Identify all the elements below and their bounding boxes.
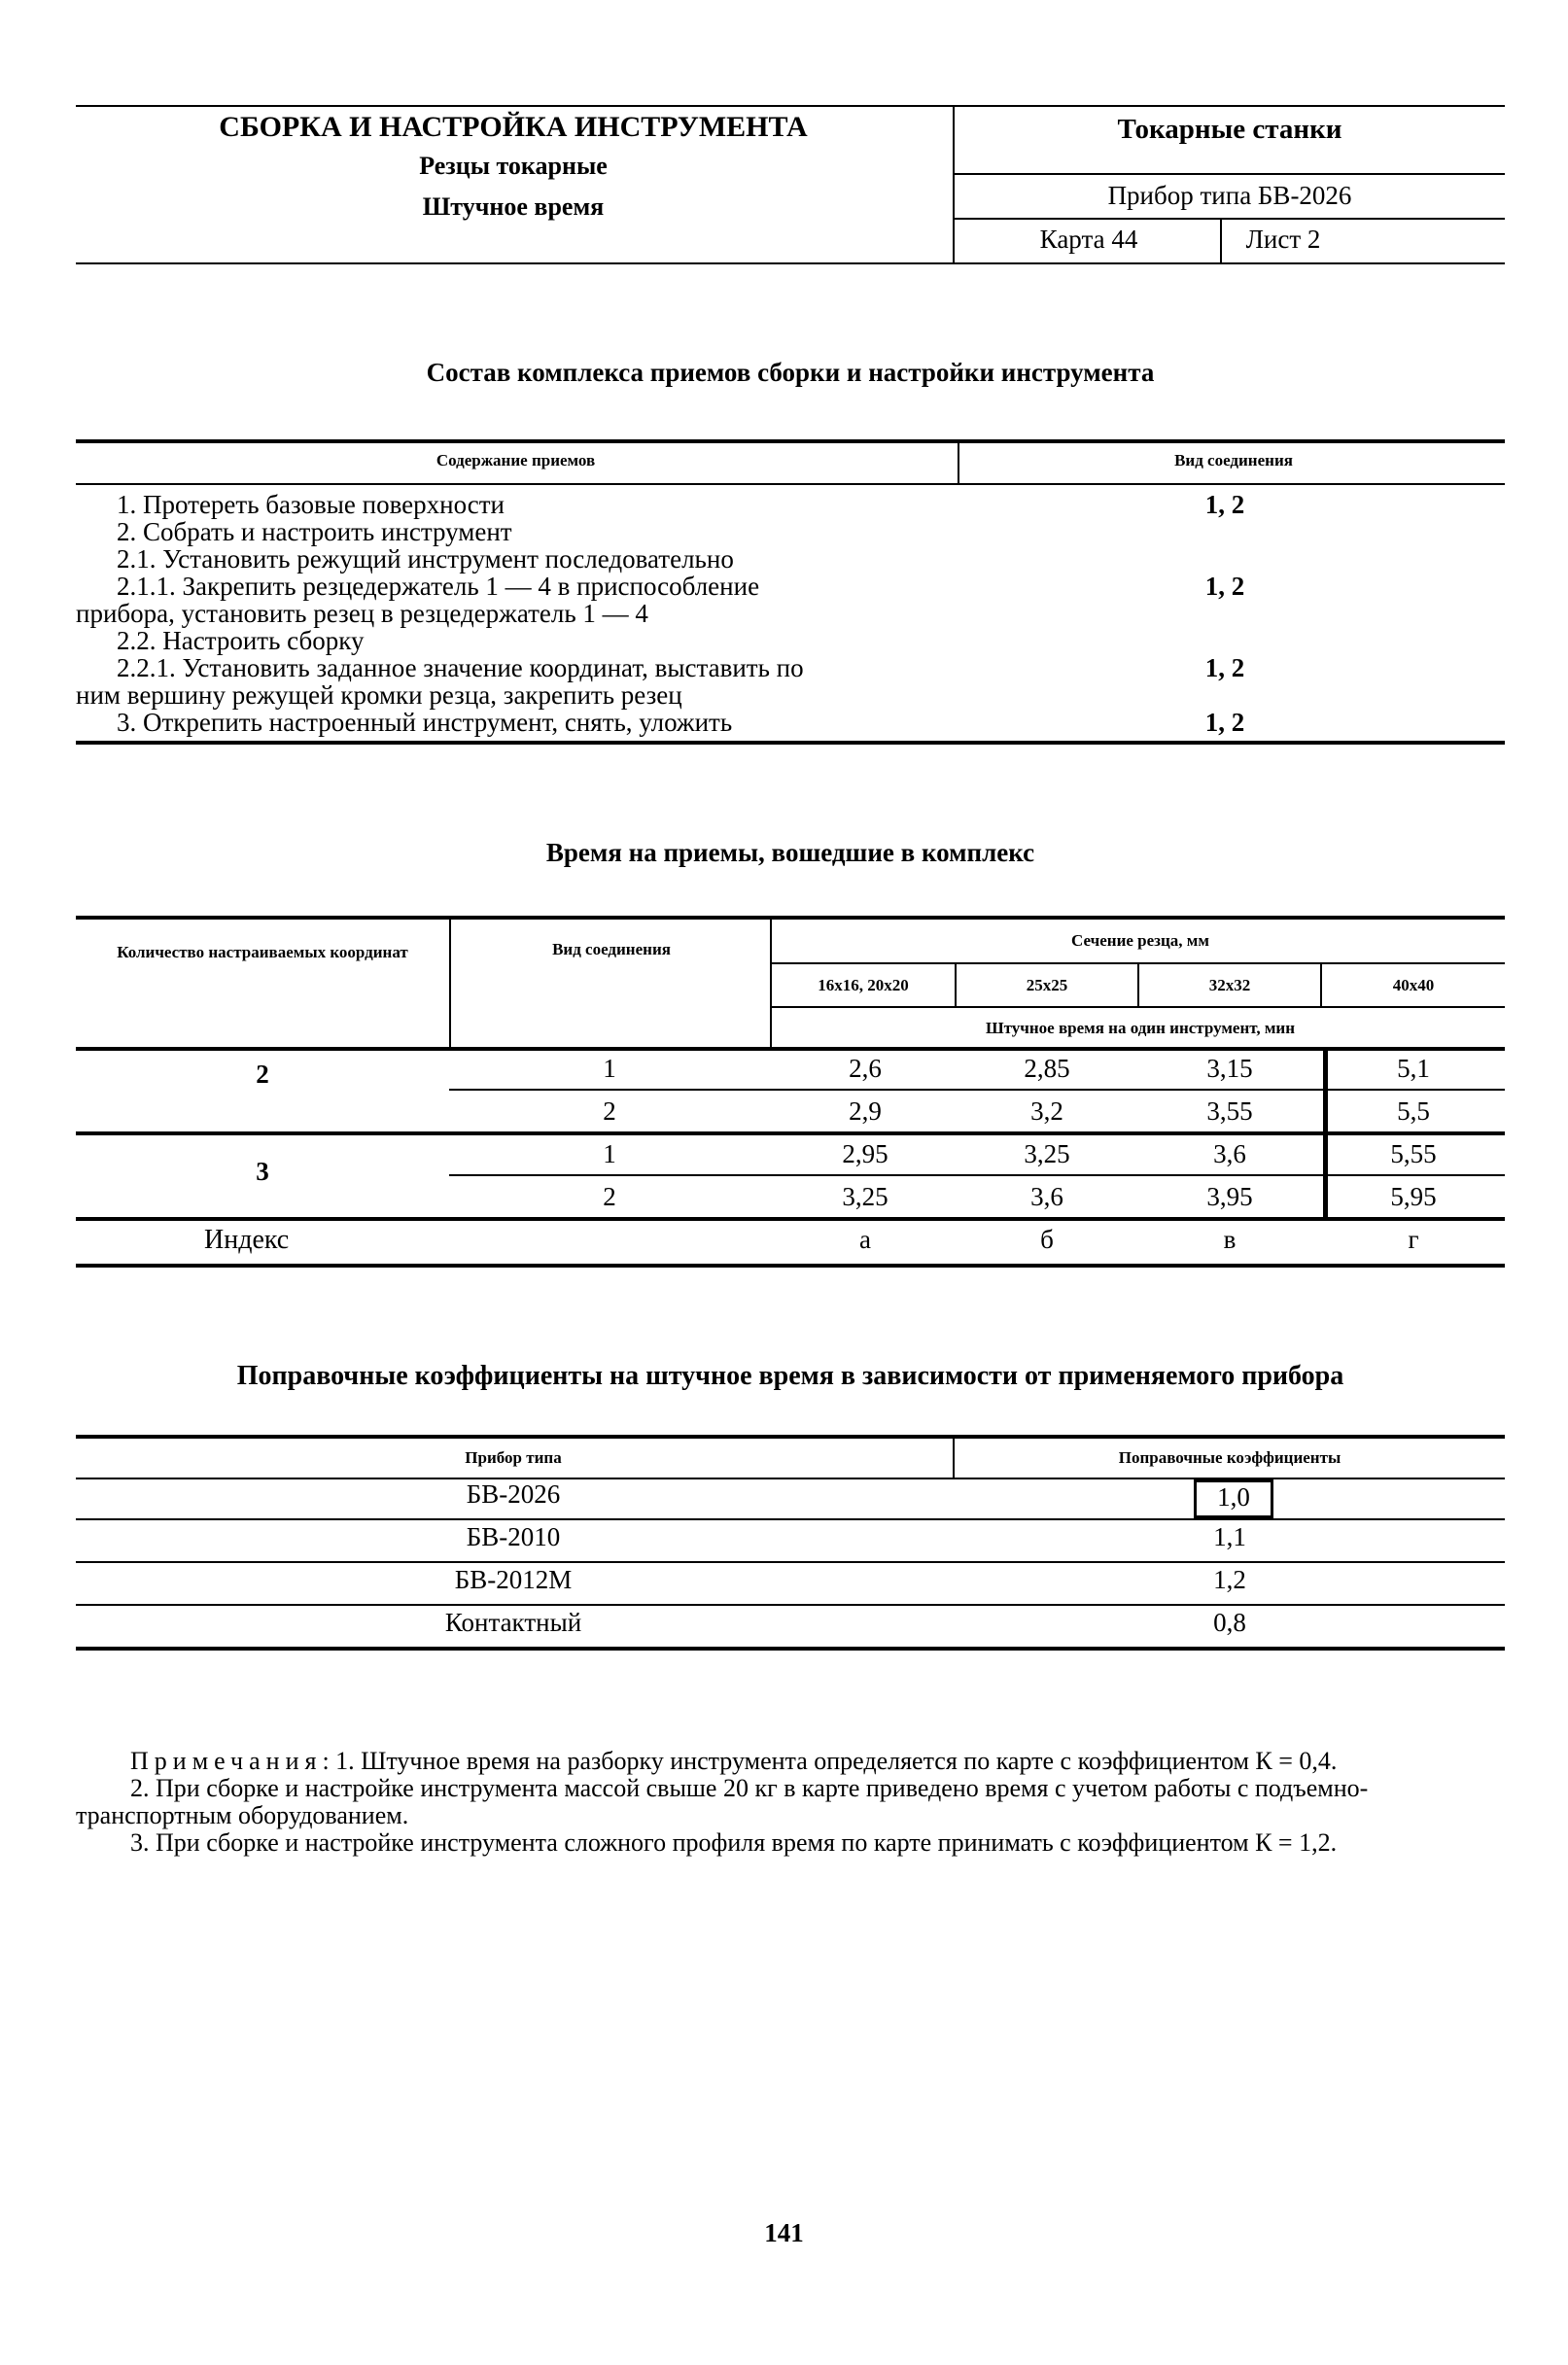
note-2: 2. При сборке и настройке инструмента массой свыше 20 кг в карте приведено время с учетом работы с подъемно-транспортным оборудованием. — [76, 1774, 1369, 1829]
header-card-divider — [1220, 218, 1222, 264]
header-top-rule — [76, 105, 1505, 107]
t2-size-1: 16x16, 20x20 — [818, 976, 909, 994]
t2-index: г — [1408, 1225, 1419, 1254]
t2-cell: 2,6 — [849, 1054, 882, 1083]
t1-col-content: Содержание приемов — [436, 451, 596, 470]
t2-col-coords: Количество настраиваемых координат — [117, 943, 408, 961]
header-rule-2 — [953, 218, 1505, 220]
notes — [76, 1748, 1505, 1857]
t2-cell: 5,95 — [1390, 1182, 1437, 1211]
t1-row-8: ним вершину режущей кромки резца, закрепить резец — [76, 680, 682, 710]
t3-device: БВ-2026 — [466, 1479, 561, 1509]
t2-size-2: 25x25 — [1026, 976, 1068, 994]
t1-row-7: 2.2.1. Установить заданное значение координат, выставить по — [117, 653, 804, 682]
t3-top-rule — [76, 1435, 1505, 1439]
t2-data-bottom-rule — [76, 1217, 1505, 1221]
t3-row-rule — [76, 1561, 1505, 1563]
t2-cell: 5,1 — [1397, 1054, 1430, 1083]
t1-row-1: 1. Протереть базовые поверхности — [117, 490, 505, 519]
header-machine: Токарные станки — [1117, 114, 1342, 145]
t3-col-device: Прибор типа — [465, 1448, 562, 1467]
note-3: 3. При сборке и настройке инструмента сложного профиля время по карте принимать с коэффициентом К = 1,2. — [130, 1828, 1338, 1857]
t2-cell: 3,25 — [842, 1182, 889, 1211]
t2-sub-rule-2 — [770, 1006, 1505, 1008]
t1-row-2: 2. Собрать и настроить инструмент — [117, 517, 512, 546]
t2-cell: 3,55 — [1206, 1096, 1253, 1126]
t1-col-type: Вид соединения — [1174, 451, 1293, 470]
t2-index: в — [1223, 1225, 1237, 1254]
header-device: Прибор типа БВ-2026 — [1107, 181, 1352, 210]
t2-cell: 3,15 — [1206, 1054, 1253, 1083]
header-subtitle: Резцы токарные — [419, 152, 608, 180]
t1-val-4: 1, 2 — [1204, 572, 1245, 601]
header-subtitle2: Штучное время — [422, 192, 605, 221]
section3-title: Поправочные коэффициенты на штучное время в зависимости от применяемого прибора — [236, 1361, 1344, 1391]
t1-row-5: прибора, установить резец в резцедержатель 1 — 4 — [76, 599, 648, 628]
t2-size-3: 32x32 — [1208, 976, 1251, 994]
t2-cell: 2,85 — [1024, 1054, 1070, 1083]
t3-device: БВ-2010 — [466, 1522, 561, 1551]
t2-highlight-left — [1323, 1049, 1328, 1219]
t2-header-bottom-rule — [76, 1047, 1505, 1051]
t2-coords-2: 2 — [256, 1060, 269, 1089]
t2-cell: 3,95 — [1206, 1182, 1253, 1211]
t3-row-rule — [76, 1604, 1505, 1606]
header-bottom-rule — [76, 262, 1505, 264]
header-divider — [953, 105, 955, 264]
t3-device: Контактный — [444, 1608, 582, 1637]
t2-cell: 3,6 — [1213, 1139, 1246, 1168]
t2-time-label: Штучное время на один инструмент, мин — [985, 1019, 1296, 1037]
t1-top-rule — [76, 439, 1505, 443]
t1-row-3: 2.1. Установить режущий инструмент последовательно — [117, 544, 734, 574]
t2-cell: 3,6 — [1030, 1182, 1063, 1211]
t2-cell: 2,9 — [849, 1096, 882, 1126]
t1-header-divider — [958, 439, 959, 483]
header-rule-1 — [953, 173, 1505, 175]
header-card: Карта 44 — [1039, 225, 1138, 254]
t2-size-4: 40x40 — [1392, 976, 1435, 994]
t3-coef: 0,8 — [1213, 1608, 1246, 1637]
t2-index-label: Индекс — [204, 1225, 290, 1255]
t2-type: 1 — [603, 1054, 616, 1083]
t2-col-type: Вид соединения — [552, 940, 671, 958]
t2-div-1 — [449, 916, 451, 1049]
t3-header-divider — [953, 1435, 955, 1479]
t3-coef-highlight: 1,0 — [1194, 1479, 1273, 1518]
t2-cell: 5,55 — [1390, 1139, 1437, 1168]
t1-row-4: 2.1.1. Закрепить резцедержатель 1 — 4 в приспособление — [117, 572, 760, 601]
t3-row-rule — [76, 1518, 1505, 1520]
t2-group-rule — [76, 1131, 1505, 1135]
t2-cell: 2,95 — [842, 1139, 889, 1168]
t2-index: б — [1040, 1225, 1054, 1254]
t2-row-rule — [449, 1089, 1505, 1091]
t2-row-rule — [449, 1174, 1505, 1176]
t1-val-9: 1, 2 — [1204, 708, 1245, 737]
t3-coef: 1,1 — [1213, 1522, 1246, 1551]
header-sheet: Лист 2 — [1245, 225, 1321, 254]
t2-cell: 3,2 — [1030, 1096, 1063, 1126]
page-number: 141 — [764, 2218, 804, 2247]
t1-row-9: 3. Открепить настроенный инструмент, снять, уложить — [117, 708, 733, 737]
header-title: СБОРКА И НАСТРОЙКА ИНСТРУМЕНТА — [219, 111, 808, 143]
t2-size-div-3 — [1320, 962, 1322, 1006]
section1-title: Состав комплекса приемов сборки и настройки инструмента — [426, 358, 1155, 387]
notes-label: Примечания — [130, 1747, 323, 1775]
t2-cell: 3,25 — [1024, 1139, 1070, 1168]
t2-type: 1 — [603, 1139, 616, 1168]
t3-col-coef: Поправочные коэффициенты — [1118, 1448, 1342, 1467]
t1-row-6: 2.2. Настроить сборку — [117, 626, 365, 655]
t2-size-div-2 — [1137, 962, 1139, 1006]
t2-top-rule — [76, 916, 1505, 920]
t2-col-section: Сечение резца, мм — [1071, 931, 1209, 950]
t3-device: БВ-2012М — [454, 1565, 573, 1594]
t2-div-2 — [770, 916, 772, 1049]
note-1: : 1. Штучное время на разборку инструмента определяется по карте с коэффициентом К = 0,4. — [322, 1747, 1338, 1775]
t2-index: а — [859, 1225, 871, 1254]
t1-val-1: 1, 2 — [1204, 490, 1245, 519]
t1-val-7: 1, 2 — [1204, 653, 1245, 682]
t3-bottom-rule — [76, 1647, 1505, 1651]
t3-coef: 1,2 — [1213, 1565, 1246, 1594]
t2-type: 2 — [603, 1182, 616, 1211]
t2-bottom-rule — [76, 1264, 1505, 1268]
section2-title: Время на приемы, вошедшие в комплекс — [545, 838, 1035, 867]
t2-size-div-1 — [955, 962, 957, 1006]
t1-header-rule — [76, 483, 1505, 485]
t2-type: 2 — [603, 1096, 616, 1126]
t2-cell: 5,5 — [1397, 1096, 1430, 1126]
t2-coords-3: 3 — [256, 1157, 269, 1186]
t1-bottom-rule — [76, 741, 1505, 745]
